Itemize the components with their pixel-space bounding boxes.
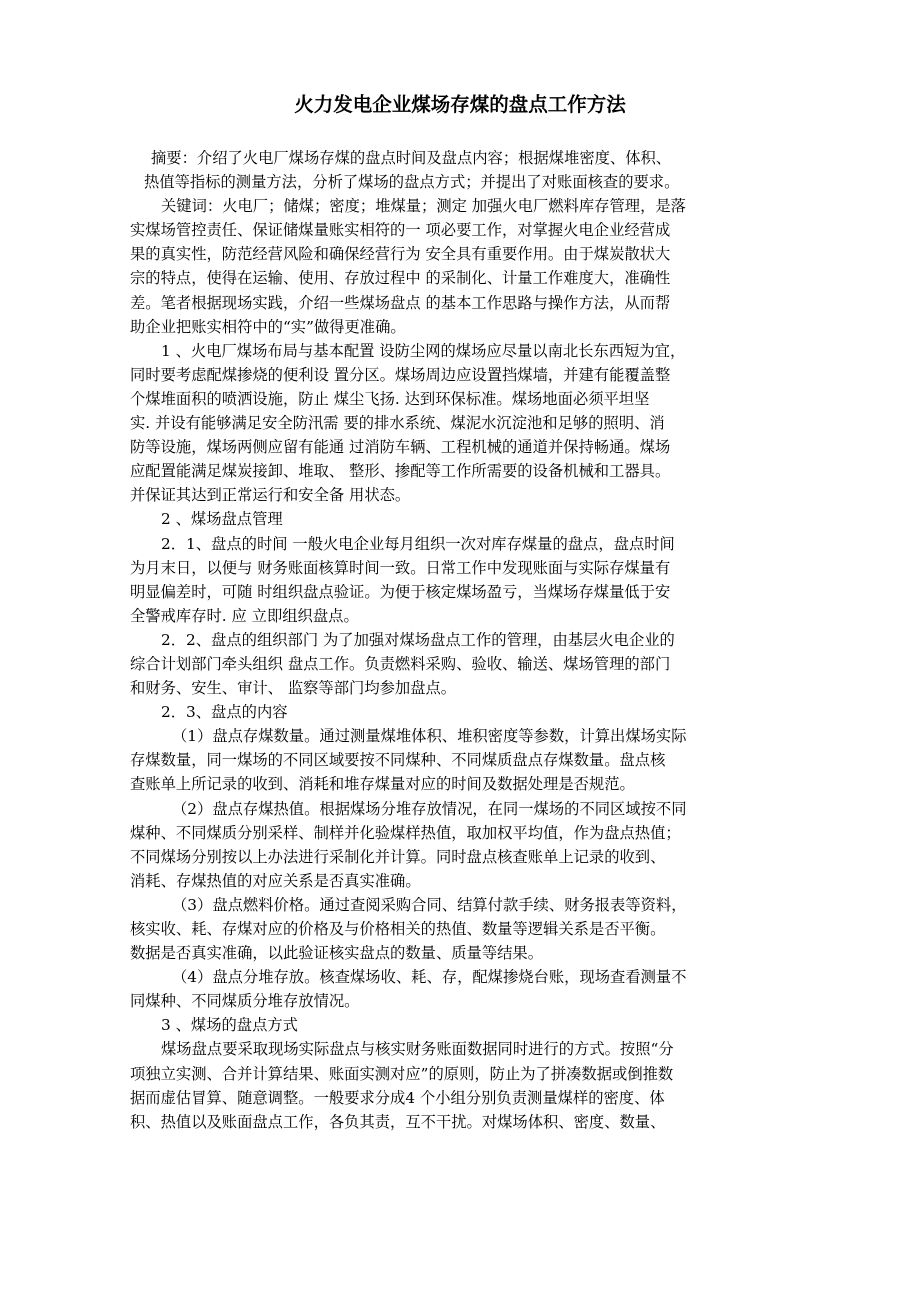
text-line: 全警戒库存时. 应 立即组织盘点。 [130, 606, 359, 625]
text-line: 和财务、安生、审计、 监察等部门均参加盘点。 [130, 679, 457, 698]
text-line: 消耗、存煤热值的对应关系是否真实准确。 [130, 871, 421, 890]
text-line: 数据是否真实准确，以此验证核实盘点的数量、质量等结果。 [130, 944, 544, 963]
text-line: 存煤数量，同一煤场的不同区域要按不同煤种、不同煤质盘点存煤数量。盘点核 [130, 751, 666, 770]
subsection-2-3-heading: 2．3、盘点的内容 [161, 703, 288, 722]
text-line: 综合计划部门牵头组织 盘点工作。负责燃料采购、验收、输送、煤场管理的部门 [130, 654, 671, 673]
text-line: 个煤堆面积的喷洒设施，防止 煤尘飞扬. 达到环保标准。煤场地面必须平坦坚 [130, 389, 650, 408]
section-2-heading: 2 、煤场盘点管理 [161, 510, 283, 529]
item-3-line: （3）盘点燃料价格。通过查阅采购合同、结算付款手续、财务报表等资料， [172, 895, 687, 914]
subsection-2-1-line: 2．1、盘点的时间 一般火电企业每月组织一次对库存煤量的盘点，盘点时间 [161, 534, 675, 553]
section-3-paragraph-line: 煤场盘点要采取现场实际盘点与核实财务账面数据同时进行的方式。按照“分 [161, 1040, 674, 1059]
text-line: 据而虚估冒算、随意调整。一般要求分成4 个小组分别负责测量煤样的密度、体 [130, 1088, 665, 1107]
text-line: 差。笔者根据现场实践，介绍一些煤场盘点 的基本工作思路与操作方法，从而帮 [130, 293, 671, 312]
text-line: 助企业把账实相符中的“实”做得更准确。 [130, 317, 406, 336]
text-line: 实煤场管控责任、保证储煤量账实相符的一 项必要工作，对掌握火电企业经营成 [130, 221, 671, 240]
text-line: 项独立实测、合并计算结果、账面实测对应”的原则，防止为了拼凑数据或倒推数 [130, 1064, 674, 1083]
keywords-line: 关键词：火电厂；储煤；密度；堆煤量；测定 加强火电厂燃料库存管理，是落 [161, 197, 686, 216]
abstract-line: 摘要：介绍了火电厂煤场存煤的盘点时间及盘点内容；根据煤堆密度、体积、 [151, 149, 672, 167]
section-3-heading: 3 、煤场的盘点方式 [161, 1016, 298, 1035]
abstract-line: 热值等指标的测量方法，分析了煤场的盘点方式；并提出了对账面核查的要求。 [144, 173, 680, 192]
text-line: 同煤种、不同煤质分堆存放情况。 [130, 992, 360, 1011]
text-line: 明显偏差时，可随 时组织盘点验证。为便于核定煤场盈亏，当煤场存煤量低于安 [130, 582, 671, 601]
item-2-line: （2）盘点存煤热值。根据煤场分堆存放情况，在同一煤场的不同区域按不同 [172, 799, 687, 818]
text-line: 宗的特点，使得在运输、使用、存放过程中 的采制化、计量工作难度大，准确性 [130, 269, 671, 288]
text-line: 积、热值以及账面盘点工作，各负其责，互不干扰。对煤场体积、密度、数量、 [130, 1112, 666, 1131]
text-line: 果的真实性，防范经营风险和确保经营行为 安全具有重要作用。由于煤炭散状大 [130, 245, 671, 264]
text-line: 为月末日，以便与 财务账面核算时间一致。日常工作中发现账面与实际存煤量有 [130, 558, 671, 577]
text-line: 实. 并设有能够满足安全防汛需 要的排水系统、煤泥水沉淀池和足够的照明、消 [130, 414, 665, 433]
text-line: 煤种、不同煤质分别采样、制样并化验煤样热值，取加权平均值，作为盘点热值； [130, 823, 681, 842]
text-line: 核实收、耗、存煤对应的价格及与价格相关的热值、数量等逻辑关系是否平衡。 [130, 920, 666, 938]
text-line: 并保证其达到正常运行和安全备 用状态。 [130, 486, 411, 505]
item-1-line: （1）盘点存煤数量。通过测量煤堆体积、堆积密度等参数，计算出煤场实际 [172, 727, 687, 746]
text-line: 防等设施，煤场两侧应留有能通 过消防车辆、工程机械的通道并保持畅通。煤场 [130, 438, 671, 457]
text-line: 不同煤场分别按以上办法进行采制化并计算。同时盘点核查账单上记录的收到、 [130, 847, 666, 866]
text-line: 同时要考虑配煤掺烧的便利设 置分区。煤场周边应设置挡煤墙，并建有能覆盖整 [130, 365, 671, 384]
subsection-2-2-line: 2．2、盘点的组织部门 为了加强对煤场盘点工作的管理，由基层火电企业的 [161, 630, 675, 649]
document-body [130, 146, 790, 1134]
text-line: 查账单上所记录的收到、消耗和堆存煤量对应的时间及数据处理是否规范。 [130, 775, 635, 794]
text-line: 应配置能满足煤炭接卸、堆取、 整形、掺配等工作所需要的设备机械和工器具。 [130, 462, 671, 481]
section-1-line: 1 、火电厂煤场布局与基本配置 设防尘网的煤场应尽量以南北长东西短为宜， [161, 341, 686, 360]
item-4-line: （4）盘点分堆存放。核查煤场收、耗、存，配煤掺烧台账，现场查看测量不 [172, 968, 687, 987]
document-title: 火力发电企业煤场存煤的盘点工作方法 [294, 93, 626, 116]
